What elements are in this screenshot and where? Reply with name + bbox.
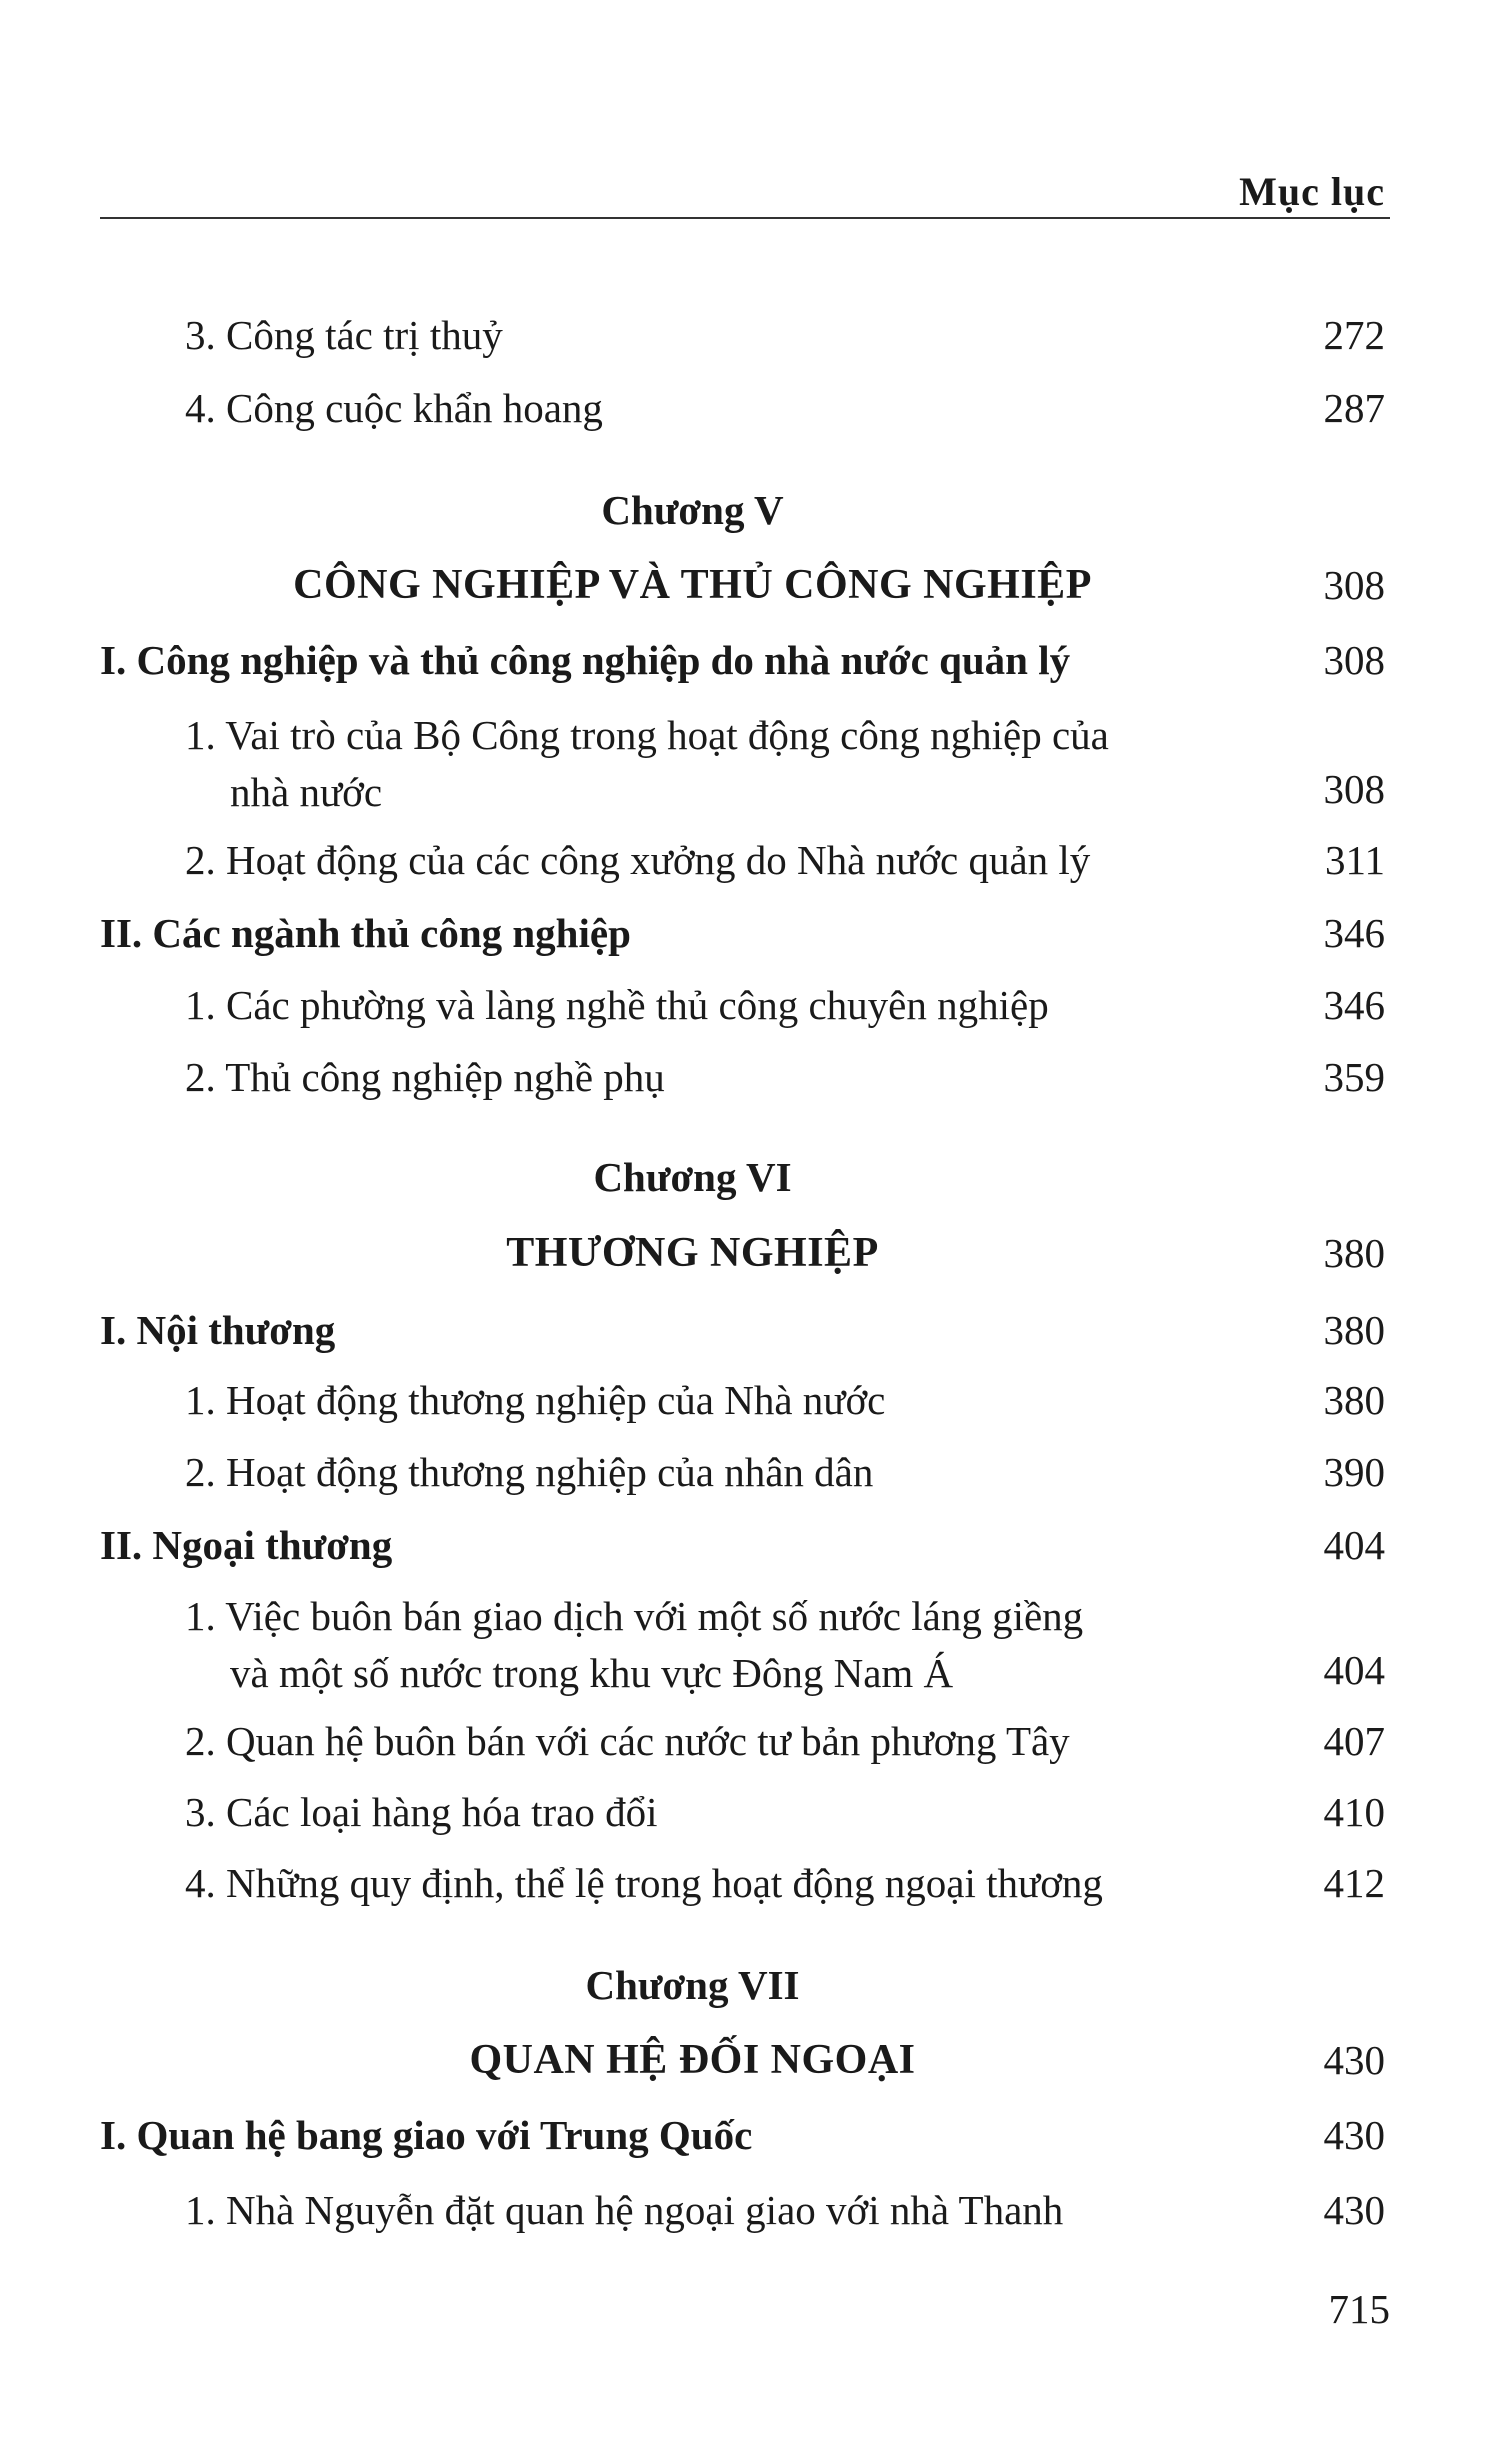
chapter-title-text: QUAN HỆ ĐỐI NGOẠI: [469, 2037, 916, 2083]
page-number: 715: [1328, 2286, 1390, 2332]
toc-entry-text: 1. Các phường và làng nghề thủ công chuyên nghiệp: [185, 982, 1049, 1028]
toc-entry-text: 1. Việc buôn bán giao dịch với một số nước láng giềng: [185, 1593, 1084, 1639]
toc-entry: [0, 1588, 1500, 1702]
toc-entry-page: 272: [1323, 312, 1385, 358]
toc-entry-text: 1. Hoạt động thương nghiệp của Nhà nước: [185, 1377, 886, 1423]
chapter-label-text: Chương VI: [593, 1154, 792, 1200]
toc-entry-page: 346: [1323, 910, 1385, 956]
chapter-label-text: Chương V: [601, 487, 784, 533]
toc-entry-text: 2. Quan hệ buôn bán với các nước tư bản phương Tây: [185, 1718, 1070, 1764]
chapter-title-text: THƯƠNG NGHIỆP: [506, 1230, 879, 1276]
toc-entry-page: 311: [1325, 837, 1385, 883]
header-rule: [100, 217, 1390, 219]
toc-entry: [0, 707, 1500, 821]
toc-entry-text: 2. Hoạt động của các công xưởng do Nhà nước quản lý: [185, 837, 1091, 883]
toc-entry-page: 346: [1323, 982, 1385, 1028]
toc-entry-text-continuation: nhà nước: [230, 769, 383, 815]
toc-entry-text: 4. Công cuộc khẩn hoang: [185, 385, 603, 431]
toc-entry-page: 412: [1323, 1860, 1385, 1906]
toc-entry-text: 2. Thủ công nghiệp nghề phụ: [185, 1054, 665, 1100]
toc-entry-text: 1. Nhà Nguyễn đặt quan hệ ngoại giao với nhà Thanh: [185, 2187, 1064, 2233]
toc-section-text: II. Ngoại thương: [100, 1522, 393, 1568]
toc-entry-text: 3. Các loại hàng hóa trao đổi: [185, 1789, 658, 1835]
toc-entry-page: 308: [1323, 766, 1385, 812]
toc-entry-page: 308: [1323, 637, 1385, 683]
toc-entry-page: 430: [1323, 2112, 1385, 2158]
toc-entry-page: 390: [1323, 1449, 1385, 1495]
toc-section-text: I. Công nghiệp và thủ công nghiệp do nhà nước quản lý: [100, 637, 1071, 683]
toc-entry-page: 410: [1323, 1789, 1385, 1835]
toc-entry-page: 308: [1323, 562, 1385, 608]
toc-entry-text: 4. Những quy định, thể lệ trong hoạt động ngoại thương: [185, 1860, 1103, 1906]
toc-entry-page: 380: [1323, 1307, 1385, 1353]
toc-entry-page: 404: [1323, 1522, 1385, 1568]
toc-section-text: II. Các ngành thủ công nghiệp: [100, 910, 631, 956]
toc-entry-text: 1. Vai trò của Bộ Công trong hoạt động công nghiệp của: [185, 712, 1109, 758]
toc-entry-page: 430: [1323, 2037, 1385, 2083]
toc-entry-page: 359: [1323, 1054, 1385, 1100]
toc-section-text: I. Nội thương: [100, 1307, 336, 1353]
toc-entry-page: 430: [1323, 2187, 1385, 2233]
toc-entry-page: 287: [1323, 385, 1385, 431]
toc-entry-page: 404: [1323, 1647, 1385, 1693]
chapter-label-text: Chương VII: [585, 1962, 800, 2008]
toc-entry-page: 380: [1323, 1377, 1385, 1423]
chapter-title-text: CÔNG NGHIỆP VÀ THỦ CÔNG NGHIỆP: [293, 562, 1092, 608]
toc-entry-page: 380: [1323, 1230, 1385, 1276]
toc-entry-page: 407: [1323, 1718, 1385, 1764]
toc-entry-text: 3. Công tác trị thuỷ: [185, 312, 503, 358]
toc-entry-text-continuation: và một số nước trong khu vực Đông Nam Á: [230, 1650, 954, 1696]
toc-entry-text: 2. Hoạt động thương nghiệp của nhân dân: [185, 1449, 874, 1495]
running-header: Mục lục: [1239, 169, 1385, 214]
toc-section-text: I. Quan hệ bang giao với Trung Quốc: [100, 2112, 753, 2158]
